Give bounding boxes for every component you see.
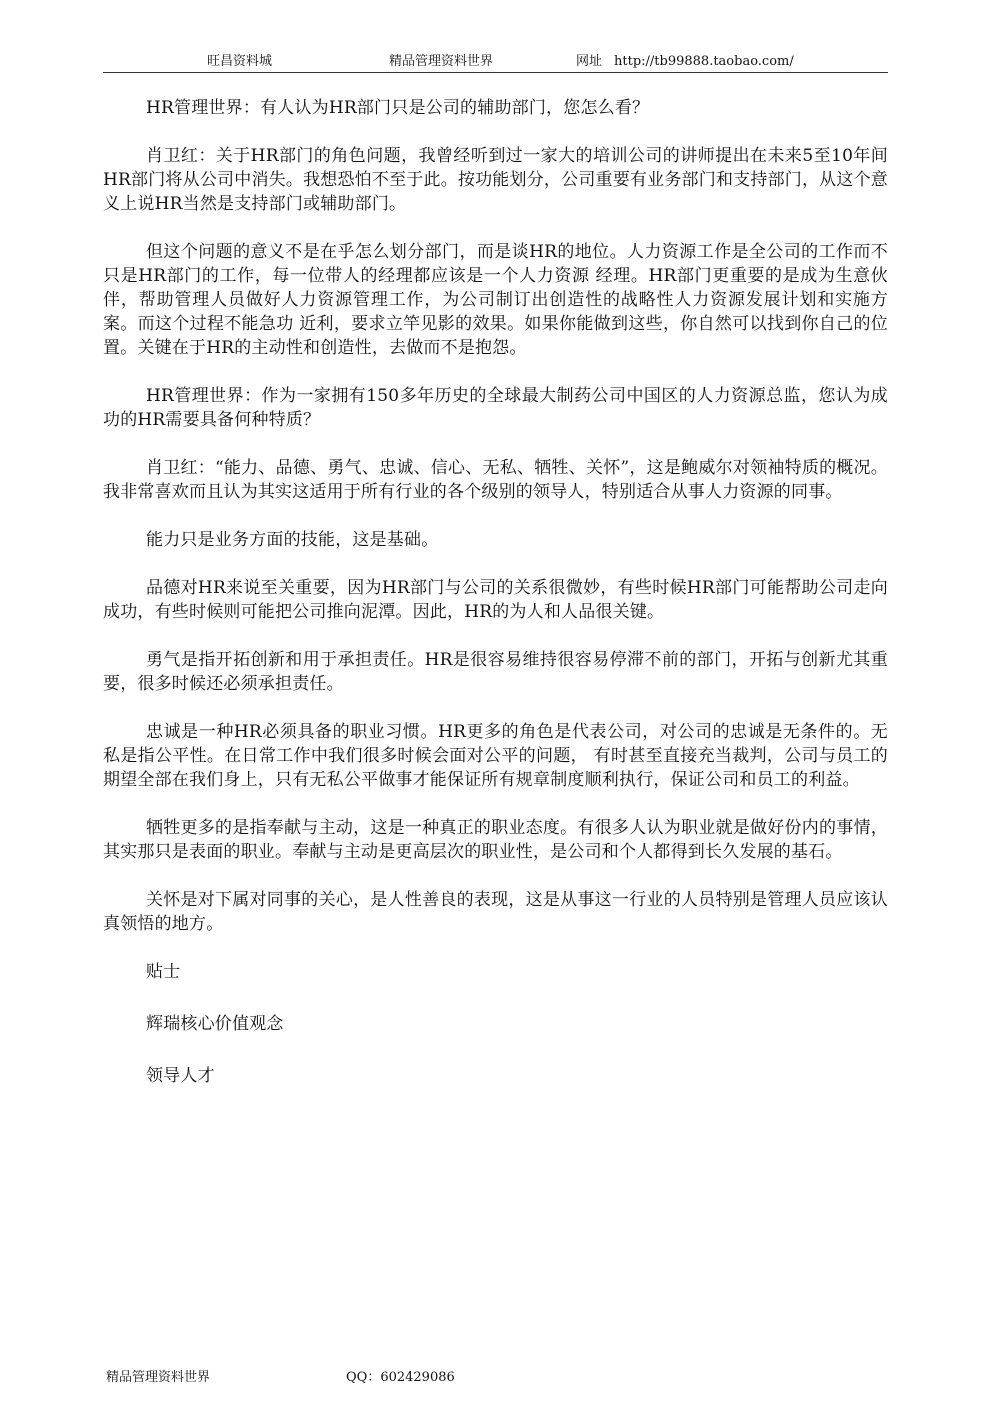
header-brand: 精品管理资料世界 xyxy=(389,54,494,69)
page-footer xyxy=(0,1368,992,1388)
paragraph-core-values: 辉瑞核心价值观念 xyxy=(146,1014,284,1034)
paragraph-morality: 品德对HR来说至关重要，因为HR部门与公司的关系很微妙，有些时候HR部门可能帮助公司走向成功，有些时候则可能把公司推向泥潭。因此，HR的为人和人品很关键。 xyxy=(103,578,888,622)
paragraph-ability: 能力只是业务方面的技能，这是基础。 xyxy=(146,530,439,550)
paragraph-question-1: HR管理世界：有人认为HR部门只是公司的辅助部门，您怎么看？ xyxy=(146,98,650,118)
document-body xyxy=(103,96,888,1116)
paragraph-answer-1: 肖卫红：关于HR部门的角色问题，我曾经听到过一家大的培训公司的讲师提出在未来5至10年间HR部门将从公司中消失。我想恐怕不至于此。按功能划分，公司重要有业务部门和支持部门，从这个意义上说HR当然是支持部门或辅助部门。 xyxy=(103,146,888,214)
paragraph-leadership: 领导人才 xyxy=(146,1066,215,1086)
paragraph-care: 关怀是对下属对同事的关心，是人性善良的表现，这是从事这一行业的人员特别是管理人员应该认真领悟的地方。 xyxy=(103,890,888,934)
paragraph-answer-2: 肖卫红：“能力、品德、勇气、忠诚、信心、无私、牺牲、关怀”，这是鲍威尔对领袖特质的概况。 我非常喜欢而且认为其实这适用于所有行业的各个级别的领导人，特别适合从事人力资源的同事。 xyxy=(103,458,888,502)
header-url-link[interactable]: http://tb99888.taobao.com/ xyxy=(614,54,794,69)
paragraph-question-2: HR管理世界：作为一家拥有150多年历史的全球最大制药公司中国区的人力资源总监，您认为成功的HR需要具备何种特质？ xyxy=(103,386,888,430)
header-url-label: 网址 xyxy=(576,54,603,69)
paragraph-loyalty: 忠诚是一种HR必须具备的职业习惯。HR更多的角色是代表公司，对公司的忠诚是无条件的。无私是指公平性。在日常工作中我们很多时候会面对公平的问题， 有时甚至直接充当裁判，公司与员工的期望全部在我们身上，只有无私公平做事才能保证所有规章制度顺利执行，保证公司和员工的利益。 xyxy=(103,722,888,790)
paragraph-answer-1-cont: 但这个问题的意义不是在乎怎么划分部门，而是谈HR的地位。人力资源工作是全公司的工作而不只是HR部门的工作，每一位带人的经理都应该是一个人力资源 经理。HR部门更重要的是成为生意伙伴，帮助管理人员做好人力资源管理工作，为公司制订出创造性的战略性人力资源发展计划和实施方案。而这个过程不能急功 近利，要求立竿见影的效果。如果你能做到这些，你自然可以找到你自己的位置。关键在于HR的主动性和创造性，去做而不是抱怨。 xyxy=(103,242,888,358)
header-divider xyxy=(103,72,888,73)
paragraph-sacrifice: 牺牲更多的是指奉献与主动，这是一种真正的职业态度。有很多人认为职业就是做好份内的事情，其实那只是表面的职业。奉献与主动是更高层次的职业性，是公司和个人都得到长久发展的基石。 xyxy=(103,818,888,862)
header-shop-name: 旺昌资料城 xyxy=(207,54,273,69)
footer-qq: QQ：602429086 xyxy=(346,1370,455,1385)
paragraph-tips: 贴士 xyxy=(146,962,181,982)
footer-brand: 精品管理资料世界 xyxy=(106,1370,211,1385)
paragraph-courage: 勇气是指开拓创新和用于承担责任。HR是很容易维持很容易停滞不前的部门，开拓与创新尤其重要，很多时候还必须承担责任。 xyxy=(103,650,888,694)
page-header xyxy=(0,52,992,72)
header-url-group xyxy=(576,52,794,72)
